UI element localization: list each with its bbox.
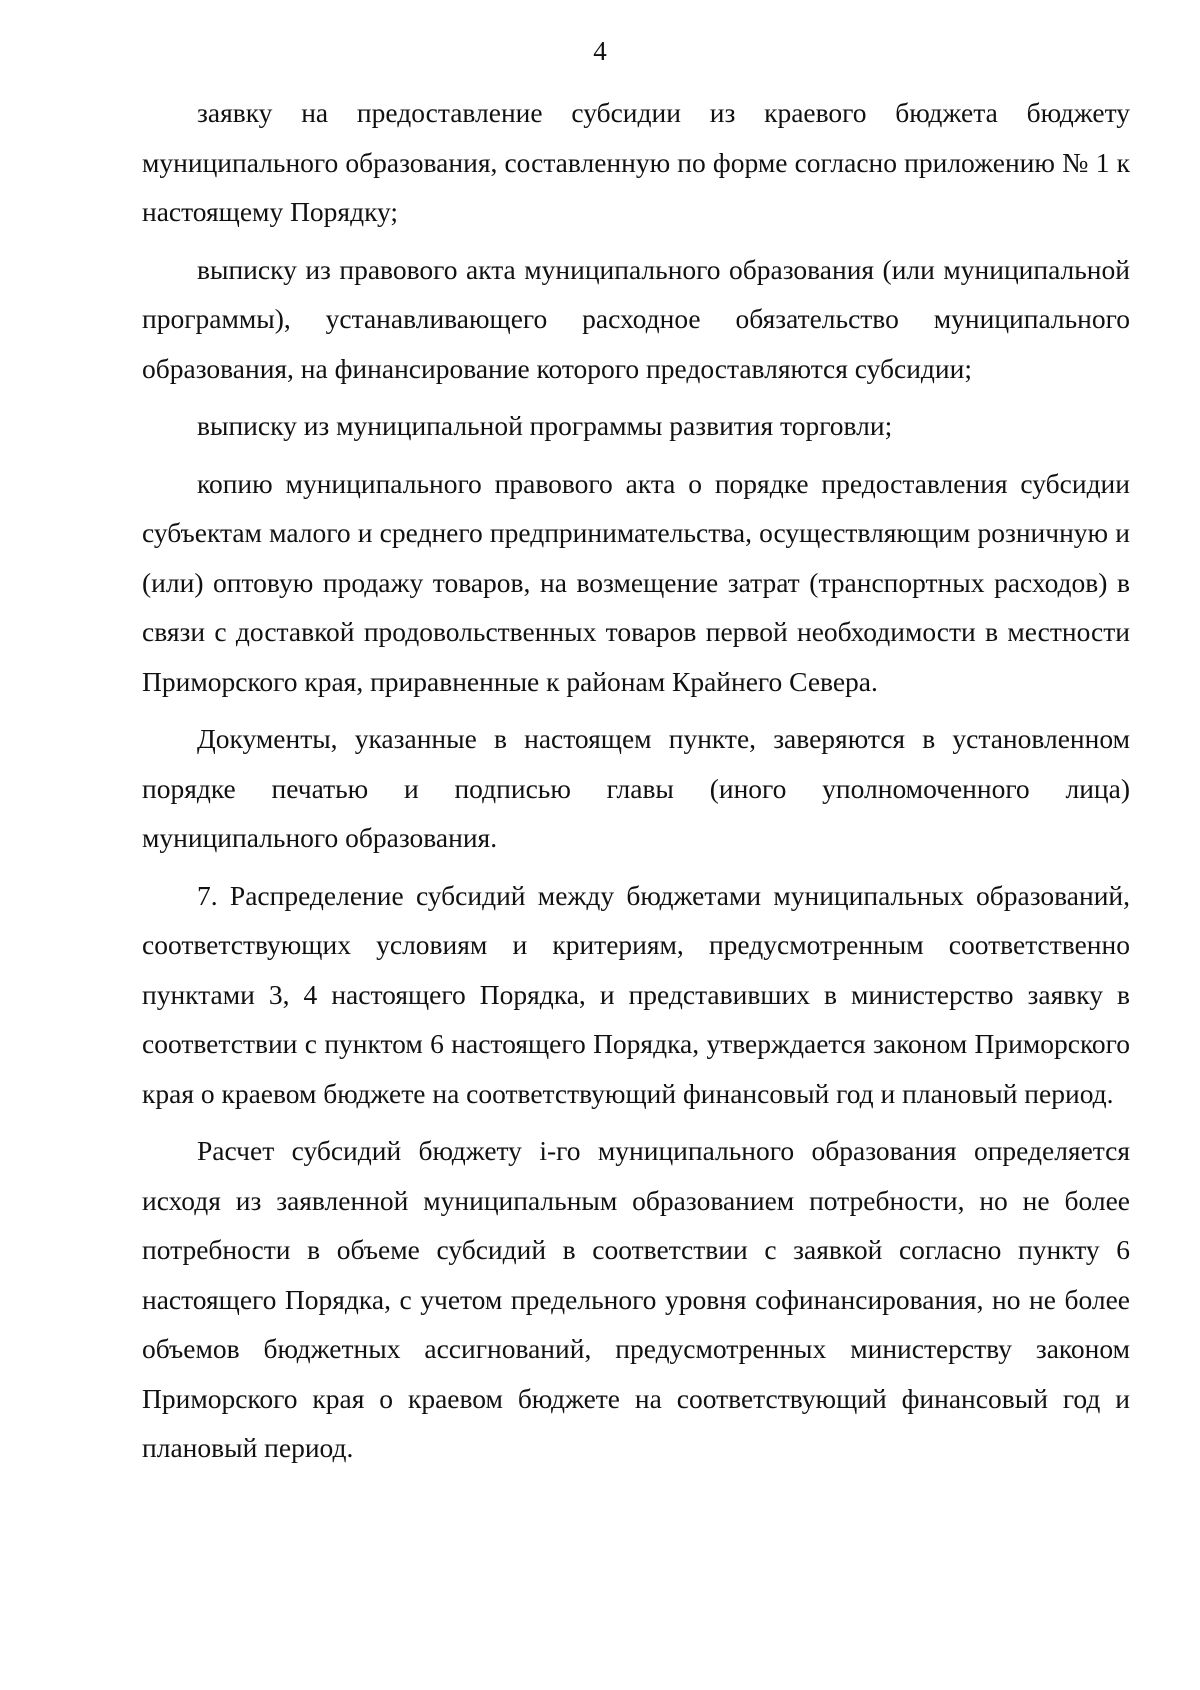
paragraph-legal-act-copy: копию муниципального правового акта о порядке предоставления субсидии субъектам малого и среднего предпринимательства, осуществляющим розничную и (или) оптовую продажу товаров, на возмещение затрат (транспортных расходов) в связи с доставкой продовольственных товаров первой необходимости в местности Приморского края, приравненные к районам Крайнего Севера. xyxy=(142,467,1130,697)
paragraph-documents-certification: Документы, указанные в настоящем пункте, заверяются в установленном порядке печатью и подписью главы (иного уполномоченного лица) муниципального образования. xyxy=(142,723,1130,853)
document-body xyxy=(142,88,1130,1481)
paragraph-legal-act-extract: выписку из правового акта муниципального образования (или муниципальной программы), устанавливающего расходное обязательство муниципального образования, на финансирование которого предоставляются субсидии; xyxy=(142,253,1130,384)
paragraph-application-request: заявку на предоставление субсидии из краевого бюджета бюджету муниципального образования, составленную по форме согласно приложению № 1 к настоящему Порядку; xyxy=(142,97,1130,227)
paragraph-subsidy-calculation: Расчет субсидий бюджету i-го муниципального образования определяется исходя из заявленной муниципальным образованием потребности, но не более потребности в объеме субсидий в соответствии с заявкой согласно пункту 6 настоящего Порядка, с учетом предельного уровня софинансирования, но не более объемов бюджетных ассигнований, предусмотренных министерству законом Приморского края о краевом бюджете на соответствующий финансовый год и плановый период. xyxy=(142,1135,1130,1463)
paragraph-trade-program-extract: выписку из муниципальной программы развития торговли; xyxy=(197,410,893,441)
paragraph-item-7-distribution: 7. Распределение субсидий между бюджетами муниципальных образований, соответствующих условиям и критериям, предусмотренным соответственно пунктами 3, 4 настоящего Порядка, и представивших в министерство заявку в соответствии с пунктом 6 настоящего Порядка, утверждается законом Приморского края о краевом бюджете на соответствующий финансовый год и плановый период. xyxy=(142,879,1130,1109)
page-number: 4 xyxy=(593,36,607,66)
